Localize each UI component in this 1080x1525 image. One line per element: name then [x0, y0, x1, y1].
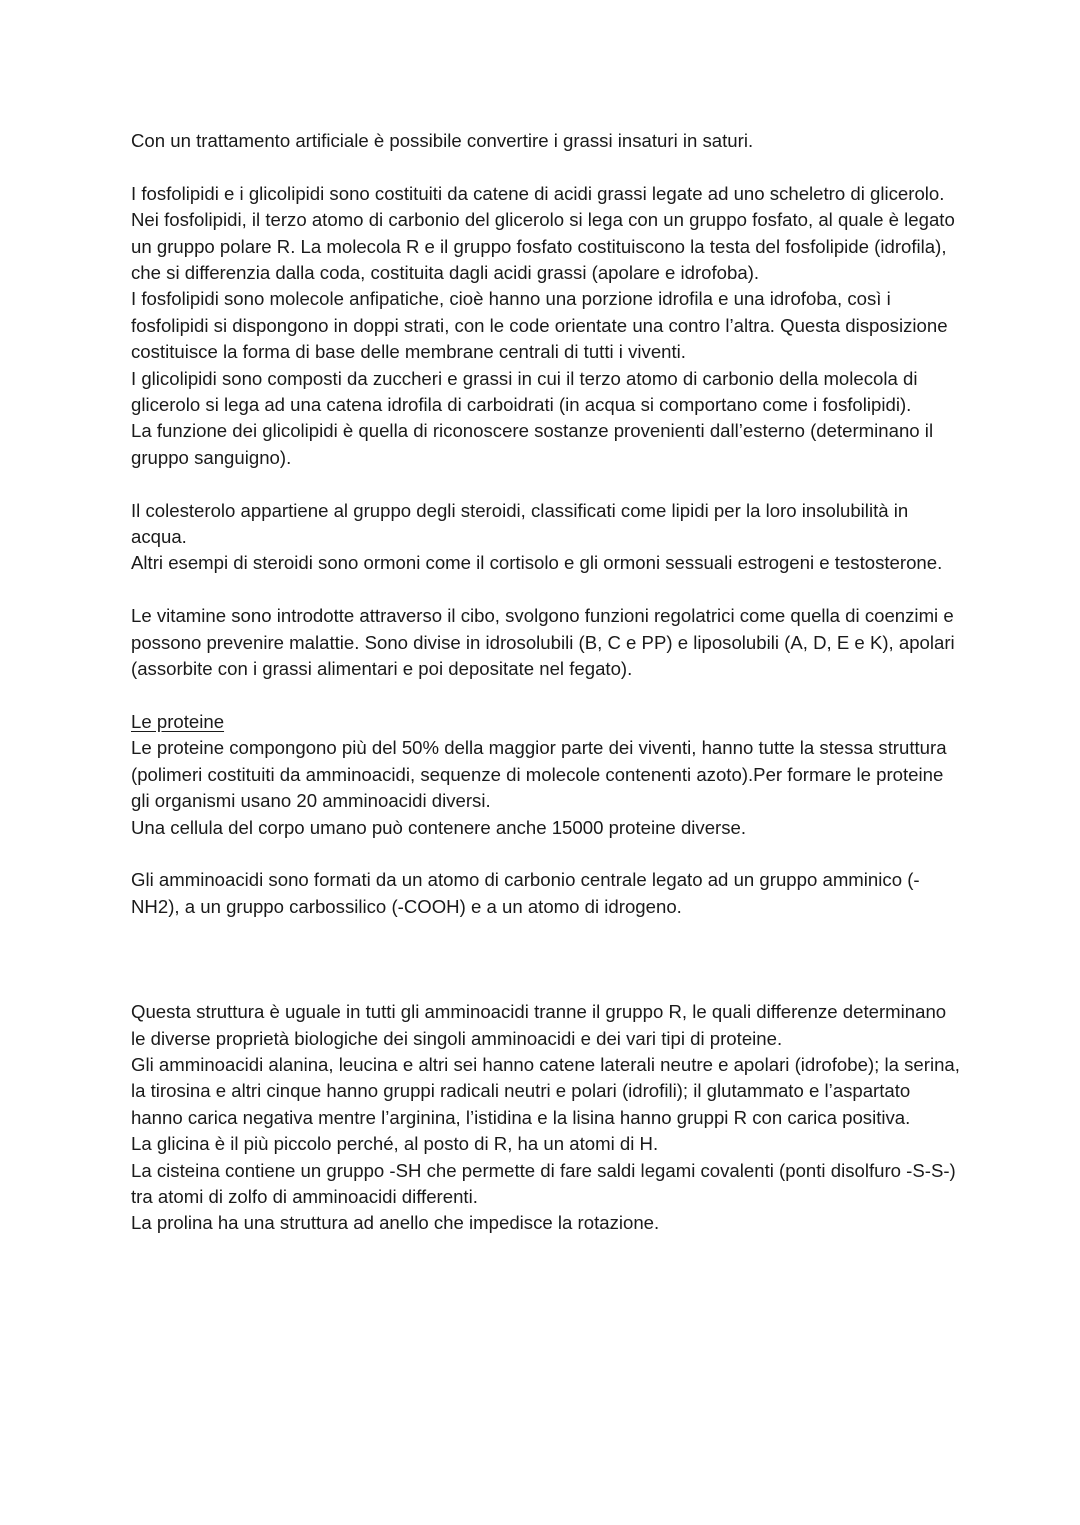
figure-placeholder-gap — [131, 920, 961, 999]
paragraph-spacer — [131, 682, 961, 708]
text-line: Le vitamine sono introdotte attraverso il cibo, svolgono funzioni regolatrici come quella di coenzimi e possono prevenire malattie. Sono divise in idrosolubili (B, C e PP) e liposolubili (A, D, E e K), apolari (assorbite con i grassi alimentari e poi depositate nel fegato). — [131, 605, 960, 680]
section-proteins — [131, 709, 961, 841]
section-heading: Le proteine — [131, 710, 225, 732]
paragraph-vitamins — [131, 603, 961, 682]
text-line: Con un trattamento artificiale è possibile convertire i grassi insaturi in saturi. — [131, 130, 754, 151]
paragraph-aminoacids — [131, 867, 961, 920]
text-line: I fosfolipidi sono molecole anfipatiche, cioè hanno una porzione idrofila e una idrofoba, così i fosfolipidi si dispongono in doppi strati, con le code orientate una contro l’altra. Questa disposizione costituisce la forma di base delle membrane centrali di tutti i viventi. — [131, 288, 953, 363]
paragraph-spacer — [131, 841, 961, 867]
text-line: Gli amminoacidi alanina, leucina e altri sei hanno catene laterali neutre e apolari (idrofobe); la serina, la tirosina e altri cinque hanno gruppi radicali neutri e polari (idrofili); il glutammato e l’aspartato hanno carica negativa mentre l’arginina, l’istidina e la lisina hanno gruppi R con carica positiva. — [131, 1053, 966, 1128]
text-line: Altri esempi di steroidi sono ormoni come il cortisolo e gli ormoni sessuali estrogeni e testosterone. — [131, 552, 943, 574]
text-line: La funzione dei glicolipidi è quella di riconoscere sostanze provenienti dall’esterno (determinano il gruppo sanguigno). — [131, 420, 939, 468]
paragraph-aminoacid-structure — [131, 999, 966, 1237]
text-line: Nei fosfolipidi, il terzo atomo di carbonio del glicerolo si lega con un gruppo fosfato, al quale è legato un gruppo polare R. La molecola R e il gruppo fosfato costituiscono la testa del fosfolipide (idrofila), che si differenzia dalla coda, costituita dagli acidi grassi (apolare e idrofoba). — [131, 209, 960, 284]
text-line: Questa struttura è uguale in tutti gli amminoacidi tranne il gruppo R, le quali differenze determinano le diverse proprietà biologiche dei singoli amminoacidi e dei vari tipi di proteine. — [131, 1001, 952, 1049]
paragraph-spacer — [131, 154, 961, 180]
text-line: La prolina ha una struttura ad anello che impedisce la rotazione. — [131, 1212, 660, 1234]
paragraph-spacer — [131, 577, 961, 603]
document-page — [131, 128, 966, 1237]
text-line: La glicina è il più piccolo perché, al posto di R, ha un atomi di H. — [131, 1133, 659, 1155]
text-line: La cisteina contiene un gruppo -SH che permette di fare saldi legami covalenti (ponti disolfuro -S-S-) tra atomi di zolfo di amminoacidi differenti. — [131, 1159, 961, 1207]
paragraph-hydrogenation — [131, 128, 961, 154]
text-line: Le proteine compongono più del 50% della maggior parte dei viventi, hanno tutte la stessa struttura (polimeri costituiti da amminoacidi, sequenze di molecole contenenti azoto).Per formare le proteine gli organismi usano 20 amminoacidi diversi. — [131, 737, 952, 812]
text-line: I fosfolipidi e i glicolipidi sono costituiti da catene di acidi grassi legate ad uno scheletro di glicerolo. — [131, 182, 945, 204]
text-line: Gli amminoacidi sono formati da un atomo di carbonio centrale legato ad un gruppo amminico (-NH2), a un gruppo carbossilico (-COOH) e a un atomo di idrogeno. — [131, 869, 920, 917]
paragraph-steroids — [131, 498, 961, 577]
text-line: Il colesterolo appartiene al gruppo degli steroidi, classificati come lipidi per la loro insolubilità in acqua. — [131, 499, 914, 548]
text-line: Una cellula del corpo umano può contenere anche 15000 proteine diverse. — [131, 816, 747, 838]
text-line: I glicolipidi sono composti da zuccheri e grassi in cui il terzo atomo di carbonio della molecola di glicerolo si lega ad una catena idrofila di carboidrati (in acqua si comportano come i fosfolipidi). — [131, 367, 923, 416]
paragraph-spacer — [131, 471, 961, 497]
paragraph-phospholipids — [131, 181, 961, 471]
